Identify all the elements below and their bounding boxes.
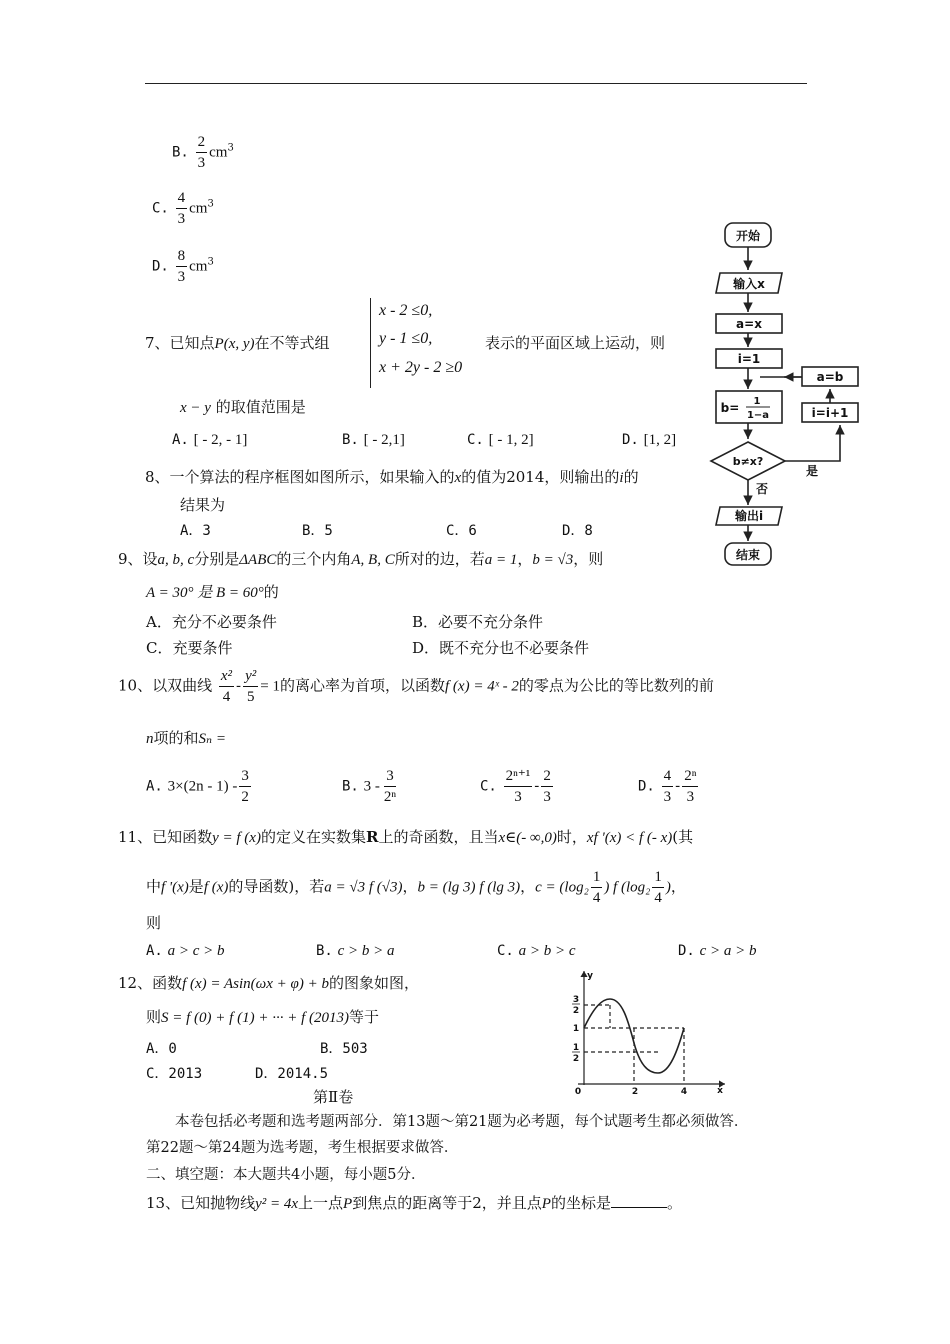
numerator: 2: [196, 132, 208, 153]
math-func: f '(x): [161, 879, 189, 896]
math-def: ) f (log₂: [604, 879, 651, 896]
text: 在不等式组: [254, 334, 330, 352]
text: 的离心率为首项，以函数: [279, 676, 445, 695]
denominator: 3: [177, 269, 186, 285]
q11-stem-line3: 则: [146, 914, 162, 932]
q10-option-b: [342, 766, 400, 807]
assign-a-label: a=x: [736, 317, 762, 331]
denominator: 3: [514, 789, 522, 805]
assign-i-label: i=1: [737, 352, 761, 366]
origin-label: 0: [574, 1087, 582, 1095]
section-intro-line2: 第22题～第24题为选考题，考生根据要求做答．: [146, 1140, 459, 1156]
q6-option-c: [152, 188, 214, 229]
text: 12、函数: [118, 974, 183, 992]
x-axis-label: x: [717, 1086, 723, 1095]
q10-option-c: [480, 766, 555, 807]
fraction: [176, 188, 188, 229]
q9-option-a: A．充分不必要条件: [146, 613, 277, 631]
numerator: 2ⁿ⁺¹: [504, 766, 533, 787]
denominator: 3: [177, 211, 186, 227]
unit: cm: [209, 144, 228, 161]
y-axis-label: y: [587, 971, 593, 981]
answer-blank[interactable]: [611, 1193, 667, 1208]
denominator: 3: [197, 155, 206, 171]
numerator: 8: [176, 246, 188, 267]
fraction: [243, 666, 258, 707]
q10-option-d: [638, 766, 700, 807]
condition-label: b≠x?: [732, 455, 764, 468]
x-tick-label: 2: [631, 1087, 639, 1095]
text: ，: [402, 877, 418, 896]
operator: -: [675, 776, 681, 795]
option-value: a > c > b: [167, 943, 225, 959]
math-def: a = √3 f (√3): [324, 879, 403, 896]
text: 中: [146, 877, 162, 896]
section-intro-line1: 本卷包括必考题和选考题两部分．第13题～第21题为必考题，每个试题考生都必须做答．: [175, 1114, 749, 1130]
q10-stem-line2: [146, 727, 226, 748]
fraction: [662, 766, 674, 807]
q9-stem-line2: [146, 581, 279, 602]
text: 上的奇函数，且当: [378, 828, 499, 846]
option-value: c > b > a: [337, 943, 395, 959]
text: 的坐标是: [550, 1194, 611, 1212]
q7-option-b: [342, 430, 405, 449]
option-value: 3 -: [363, 778, 380, 795]
numerator: 4: [176, 188, 188, 209]
text: 的零点为公比的等比数列的前: [518, 676, 714, 695]
math-domain: x∈(- ∞,0): [498, 830, 557, 846]
text: 13、已知抛物线: [146, 1194, 256, 1212]
q11-stem-line2: [146, 867, 686, 908]
b-denominator: 1−a: [746, 410, 770, 421]
option-label: A.: [172, 432, 189, 448]
operator: -: [236, 676, 242, 695]
q11-stem: [118, 826, 693, 847]
function-graph: [560, 965, 735, 1095]
math-triangle: ΔABC: [239, 552, 277, 568]
inequality: x - 2 ≤0,: [379, 302, 433, 319]
q8-option-d: D．8: [562, 523, 593, 539]
q6-option-b: [172, 132, 234, 173]
text: 的值为2014，则输出的: [461, 468, 620, 486]
fraction: [504, 766, 533, 807]
flowchart: [700, 215, 880, 575]
text: 的导函数)，若: [228, 877, 325, 896]
q7-stem-line2: [180, 396, 306, 417]
option-label: C.: [497, 943, 514, 959]
text: 上一点: [298, 1194, 344, 1212]
guide-lines: [584, 1005, 684, 1084]
update-a-label: a=b: [816, 370, 844, 384]
q12-option-c: C．2013: [146, 1066, 203, 1082]
math-def: ): [665, 879, 671, 896]
b-label: b=: [720, 401, 740, 415]
option-label: B.: [172, 144, 189, 161]
input-label: 输入x: [733, 277, 765, 291]
update-i-label: i=i+1: [811, 406, 849, 420]
denominator: 4: [222, 689, 231, 705]
q10-stem: [118, 666, 714, 707]
no-label: 否: [755, 482, 769, 496]
q8-option-b: B．5: [302, 523, 333, 539]
numerator: 2ⁿ: [682, 766, 698, 787]
option-label: D.: [678, 943, 695, 959]
option-label: D.: [622, 432, 639, 448]
numerator: 1: [591, 867, 603, 888]
option-value: [ - 2, - 1]: [193, 432, 248, 448]
denominator: 3: [663, 789, 672, 805]
denominator: 4: [654, 890, 662, 906]
text: 的: [263, 583, 279, 601]
text: 到焦点的距离等于2，并且点: [352, 1194, 542, 1212]
numerator: 3: [384, 766, 396, 787]
option-label: C.: [152, 200, 169, 217]
q6-option-d: [152, 246, 214, 287]
math-var: x: [454, 470, 462, 486]
option-label: D.: [152, 258, 169, 275]
math-func: f (x) = Asin(ωx + φ) + b: [182, 976, 329, 992]
text: ，则: [573, 550, 604, 568]
q11-option-a: [146, 941, 225, 960]
text: 10、以双曲线: [118, 676, 213, 695]
option-label: B.: [342, 778, 359, 795]
math-sum: Sₙ =: [198, 731, 226, 747]
text: ，: [670, 877, 686, 896]
q11-option-b: [316, 941, 395, 960]
y-tick-label: 2: [572, 1054, 580, 1064]
option-value: a > b > c: [518, 943, 576, 959]
math-func: f (x) = 4ˣ - 2: [445, 678, 519, 695]
math-expr: x − y: [180, 400, 211, 416]
math-ineq: xf '(x) < f (- x): [586, 830, 673, 846]
math-func: y = f (x): [212, 830, 261, 846]
q8-option-c: C．6: [446, 523, 477, 539]
text: 。: [666, 1194, 682, 1212]
text: (其: [672, 828, 694, 846]
exponent: 3: [207, 198, 214, 210]
text: 的: [623, 468, 639, 486]
denominator: 3: [543, 789, 551, 805]
q9-stem: [118, 548, 603, 569]
header-rule: [145, 83, 807, 84]
math-var: P: [541, 1196, 551, 1212]
math-angles: A, B, C: [351, 552, 395, 568]
fraction: [196, 132, 208, 173]
denominator: 4: [592, 890, 601, 906]
option-label: C.: [480, 778, 497, 795]
option-label: B.: [316, 943, 333, 959]
exponent: 3: [207, 256, 214, 268]
q7-option-d: [622, 430, 676, 449]
text: 11、已知函数: [118, 828, 213, 846]
q8-stem-line2: 结果为: [180, 496, 226, 514]
denominator: 3: [686, 789, 695, 805]
option-value: 3×(2n - 1) -: [167, 778, 238, 795]
end-label: 结束: [735, 548, 761, 562]
text: 分别是: [194, 550, 240, 568]
numerator: 1: [652, 867, 664, 888]
denominator: 5: [246, 689, 255, 705]
q11-option-d: [678, 941, 757, 960]
q12-stem: [118, 972, 419, 993]
q7-option-c: [467, 430, 534, 449]
text: 的取值范围是: [215, 398, 306, 416]
text: ，: [517, 550, 533, 568]
q7-option-a: [172, 430, 247, 449]
text: 时，: [556, 828, 587, 846]
option-label: A.: [146, 943, 163, 959]
text: 项的和: [153, 729, 199, 747]
real-set: R: [365, 828, 379, 846]
q11-option-c: [497, 941, 576, 960]
denominator: 2ⁿ: [383, 789, 397, 805]
y-tick-label: 1: [572, 1043, 580, 1053]
y-tick-label: 3: [572, 995, 580, 1005]
math-func: f (x): [203, 879, 229, 896]
section-title: 第Ⅱ卷: [313, 1088, 354, 1106]
inequality-system: [370, 298, 481, 388]
text: 的定义在实数集: [260, 828, 366, 846]
option-value: [ - 1, 2]: [488, 432, 534, 448]
operator: -: [534, 776, 540, 795]
q8-option-a: A．3: [180, 523, 211, 539]
fraction: [591, 867, 603, 908]
option-label: A.: [146, 778, 163, 795]
option-value: c > a > b: [699, 943, 757, 959]
text: 所对的边，若: [394, 550, 485, 568]
text: 则: [146, 1008, 162, 1026]
option-label: B.: [342, 432, 359, 448]
numerator: x²: [219, 666, 234, 687]
fraction: [239, 766, 251, 807]
q7-stem: [145, 332, 330, 353]
denominator: 2: [241, 789, 249, 805]
math-var: n: [146, 731, 154, 747]
text: 的三个内角: [276, 550, 352, 568]
math-def: c = (log₂: [535, 879, 589, 896]
exponent: 3: [227, 142, 234, 154]
y-tick-label: 2: [572, 1006, 580, 1016]
fraction: [382, 766, 398, 807]
q10-option-a: [146, 766, 253, 807]
y-tick-label: 1: [572, 1024, 580, 1034]
unit: cm: [189, 258, 208, 275]
text: 7、已知点: [145, 334, 215, 352]
fraction: [652, 867, 664, 908]
text: 等于: [348, 1008, 379, 1026]
math-var: i: [619, 470, 624, 486]
text: ，: [520, 877, 536, 896]
q12-stem-line2: [146, 1006, 379, 1027]
numerator: 3: [239, 766, 251, 787]
fraction: [541, 766, 553, 807]
math-cond: b = √3: [532, 552, 574, 568]
inequality: x + 2y - 2 ≥0: [379, 359, 463, 376]
b-numerator: 1: [753, 396, 761, 407]
numerator: 2: [541, 766, 553, 787]
option-value: [ - 2,1]: [363, 432, 405, 448]
q13-stem: [146, 1192, 682, 1213]
q8-stem: [145, 466, 639, 487]
q12-option-b: B．503: [320, 1041, 368, 1057]
math-cond: a = 1: [484, 552, 518, 568]
math-vars: a, b, c: [157, 552, 195, 568]
q9-option-d: D．既不充分也不必要条件: [412, 639, 590, 657]
math-cond: A = 30° 是 B = 60°: [146, 585, 264, 601]
math-sum: S = f (0) + f (1) + ··· + f (2013): [161, 1010, 349, 1026]
q9-option-c: C．充要条件: [146, 639, 233, 657]
math-def: b = (lg 3) f (lg 3): [417, 879, 521, 896]
math-parabola: y² = 4x: [255, 1196, 299, 1212]
output-label: 输出i: [734, 509, 764, 523]
q9-option-b: B．必要不充分条件: [412, 613, 544, 631]
q12-option-a: A．0: [146, 1041, 177, 1057]
math-var: P: [343, 1196, 353, 1212]
fraction: [176, 246, 188, 287]
numerator: 4: [662, 766, 674, 787]
numerator: y²: [243, 666, 258, 687]
yes-label: 是: [805, 464, 819, 478]
math-eq: = 1: [260, 678, 280, 695]
option-label: C.: [467, 432, 484, 448]
inequality: y - 1 ≤0,: [379, 330, 433, 347]
fraction: [682, 766, 698, 807]
unit: cm: [189, 200, 208, 217]
option-value: [1, 2]: [643, 432, 677, 448]
text: 8、一个算法的程序框图如图所示，如果输入的: [145, 468, 455, 486]
q7-stem-suffix: 表示的平面区域上运动，则: [485, 334, 666, 352]
fraction: [219, 666, 234, 707]
math-point: P(x, y): [214, 336, 255, 352]
fill-in-heading: 二、填空题：本大题共4小题，每小题5分．: [146, 1167, 426, 1183]
q12-option-d: D．2014.5: [255, 1066, 329, 1082]
text: 的图象如图，: [328, 974, 419, 992]
text: 9、设: [118, 550, 158, 568]
text: 是: [188, 877, 204, 896]
x-tick-label: 4: [680, 1087, 688, 1095]
option-label: D.: [638, 778, 655, 795]
start-label: 开始: [735, 229, 761, 243]
